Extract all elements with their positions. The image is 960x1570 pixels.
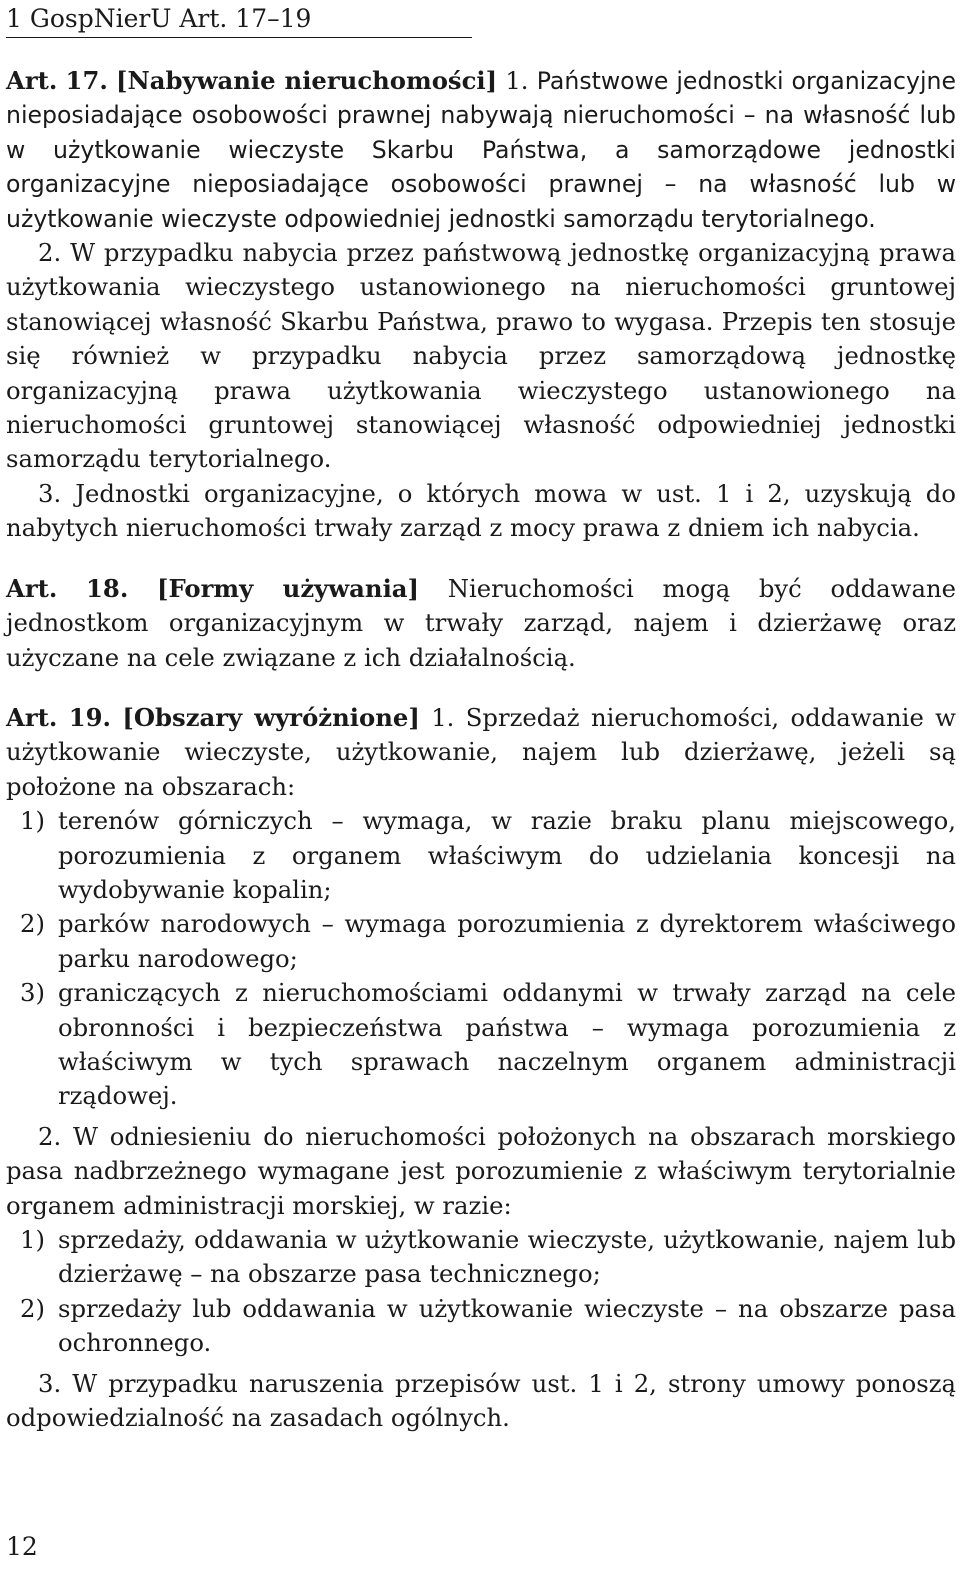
- list-item: [6, 907, 956, 976]
- art17-paragraph-2: 2. W przypadku nabycia przez państwową jednostkę organizacyjną prawa użytkowania wieczystego ustanowionego na nieruchomości gruntowej stanowiącej własność Skarbu Państwa, prawo to wygasa. Przepis ten stosuje się również w przypadku nabycia przez samorządową jednostkę organizacyjną prawa użytkowania wieczystego ustanowionego na nieruchomości gruntowej stanowiącej własność odpowiedniej jednostki samorządu terytorialnego.: [6, 238, 956, 474]
- list-item: [6, 1292, 956, 1361]
- art17-label: Art.: [6, 66, 58, 95]
- art17-paragraph-1: [6, 64, 956, 236]
- list-item-number: 2): [20, 1293, 45, 1323]
- list-item-number: 2): [20, 909, 45, 939]
- art17-title: [Nabywanie nieruchomości]: [116, 66, 498, 95]
- list-item-number: 1): [20, 806, 45, 836]
- art17-p1-text: Państwowe jednostki organizacyjne nieposiadające osobowości prawnej nabywają nieruchomości – na własność lub w użytkowanie wieczyste Skarbu Państwa, a samorządowe jednostki organizacyjne nieposiadające osobowości prawnej – na własność lub w użytkowanie wieczyste odpowiedniej jednostki samorządu terytorialnego.: [6, 67, 957, 233]
- list-item-number: 3): [20, 978, 45, 1008]
- art18-title: [Formy używania]: [157, 573, 420, 603]
- list-item: [6, 804, 956, 907]
- header-rule: [6, 37, 472, 38]
- art19-p1-list: [6, 804, 956, 1114]
- list-item: [6, 976, 956, 1114]
- list-item-text: parków narodowych – wymaga porozumienia z dyrektorem właściwego parku narodowego;: [58, 909, 956, 973]
- art19-label: Art.: [6, 702, 58, 732]
- art19-number: 19.: [68, 702, 111, 732]
- art17-number: 17.: [65, 66, 108, 95]
- art19-p1-text: Sprzedaż nieruchomości, oddawanie w użytkowanie wieczyste, użytkowanie, najem lub dzierżawę, jeżeli są położone na obszarach:: [6, 702, 956, 801]
- art17-paragraph-3: 3. Jednostki organizacyjne, o których mowa w ust. 1 i 2, uzyskują do nabytych nieruchomości trwały zarząd z mocy prawa z dniem ich nabycia.: [6, 478, 956, 543]
- art17-p1-lead: 1.: [505, 66, 537, 95]
- art18-text: Nieruchomości mogą być oddawane jednostkom organizacyjnym w trwały zarząd, najem i dzierżawę oraz użyczane na cele związane z ich działalnością.: [6, 573, 956, 672]
- art18-number: 18.: [86, 573, 129, 603]
- document-body: [6, 64, 956, 1435]
- art19-paragraph-2: 2. W odniesieniu do nieruchomości położonych na obszarach morskiego pasa nadbrzeżnego wymagane jest porozumienie z właściwym terytorialnie organem administracji morskiej, w razie:: [6, 1121, 956, 1220]
- running-header: 1 GospNierU Art. 17–19: [6, 4, 312, 33]
- art19-p1-lead: 1.: [431, 702, 466, 732]
- art19-title: [Obszary wyróżnione]: [122, 702, 420, 732]
- art18-label: Art.: [6, 573, 58, 603]
- list-item-text: terenów górniczych – wymaga, w razie braku planu miejscowego, porozumienia z organem właściwym do udzielania koncesji na wydobywanie kopalin;: [58, 806, 956, 904]
- art19-paragraph-1: [6, 701, 956, 804]
- list-item-text: sprzedaży lub oddawania w użytkowanie wieczyste – na obszarze pasa ochronnego.: [58, 1293, 956, 1358]
- list-item-number: 1): [20, 1225, 45, 1254]
- art19-paragraph-3: 3. W przypadku naruszenia przepisów ust. 1 i 2, strony umowy ponoszą odpowiedzialność na zasadach ogólnych.: [6, 1368, 956, 1433]
- page-number: 12: [6, 1532, 38, 1561]
- list-item-text: sprzedaży, oddawania w użytkowanie wieczyste, użytkowanie, najem lub dzierżawę – na obszarze pasa technicznego;: [58, 1225, 956, 1289]
- art19-p2-list: [6, 1223, 956, 1361]
- list-item-text: graniczących z nieruchomościami oddanymi w trwały zarząd na cele obronności i bezpieczeństwa państwa – wymaga porozumienia z właściwym w tych sprawach naczelnym organem administracji rządowej.: [58, 978, 956, 1111]
- art18-paragraph: [6, 572, 956, 675]
- list-item: [6, 1223, 956, 1292]
